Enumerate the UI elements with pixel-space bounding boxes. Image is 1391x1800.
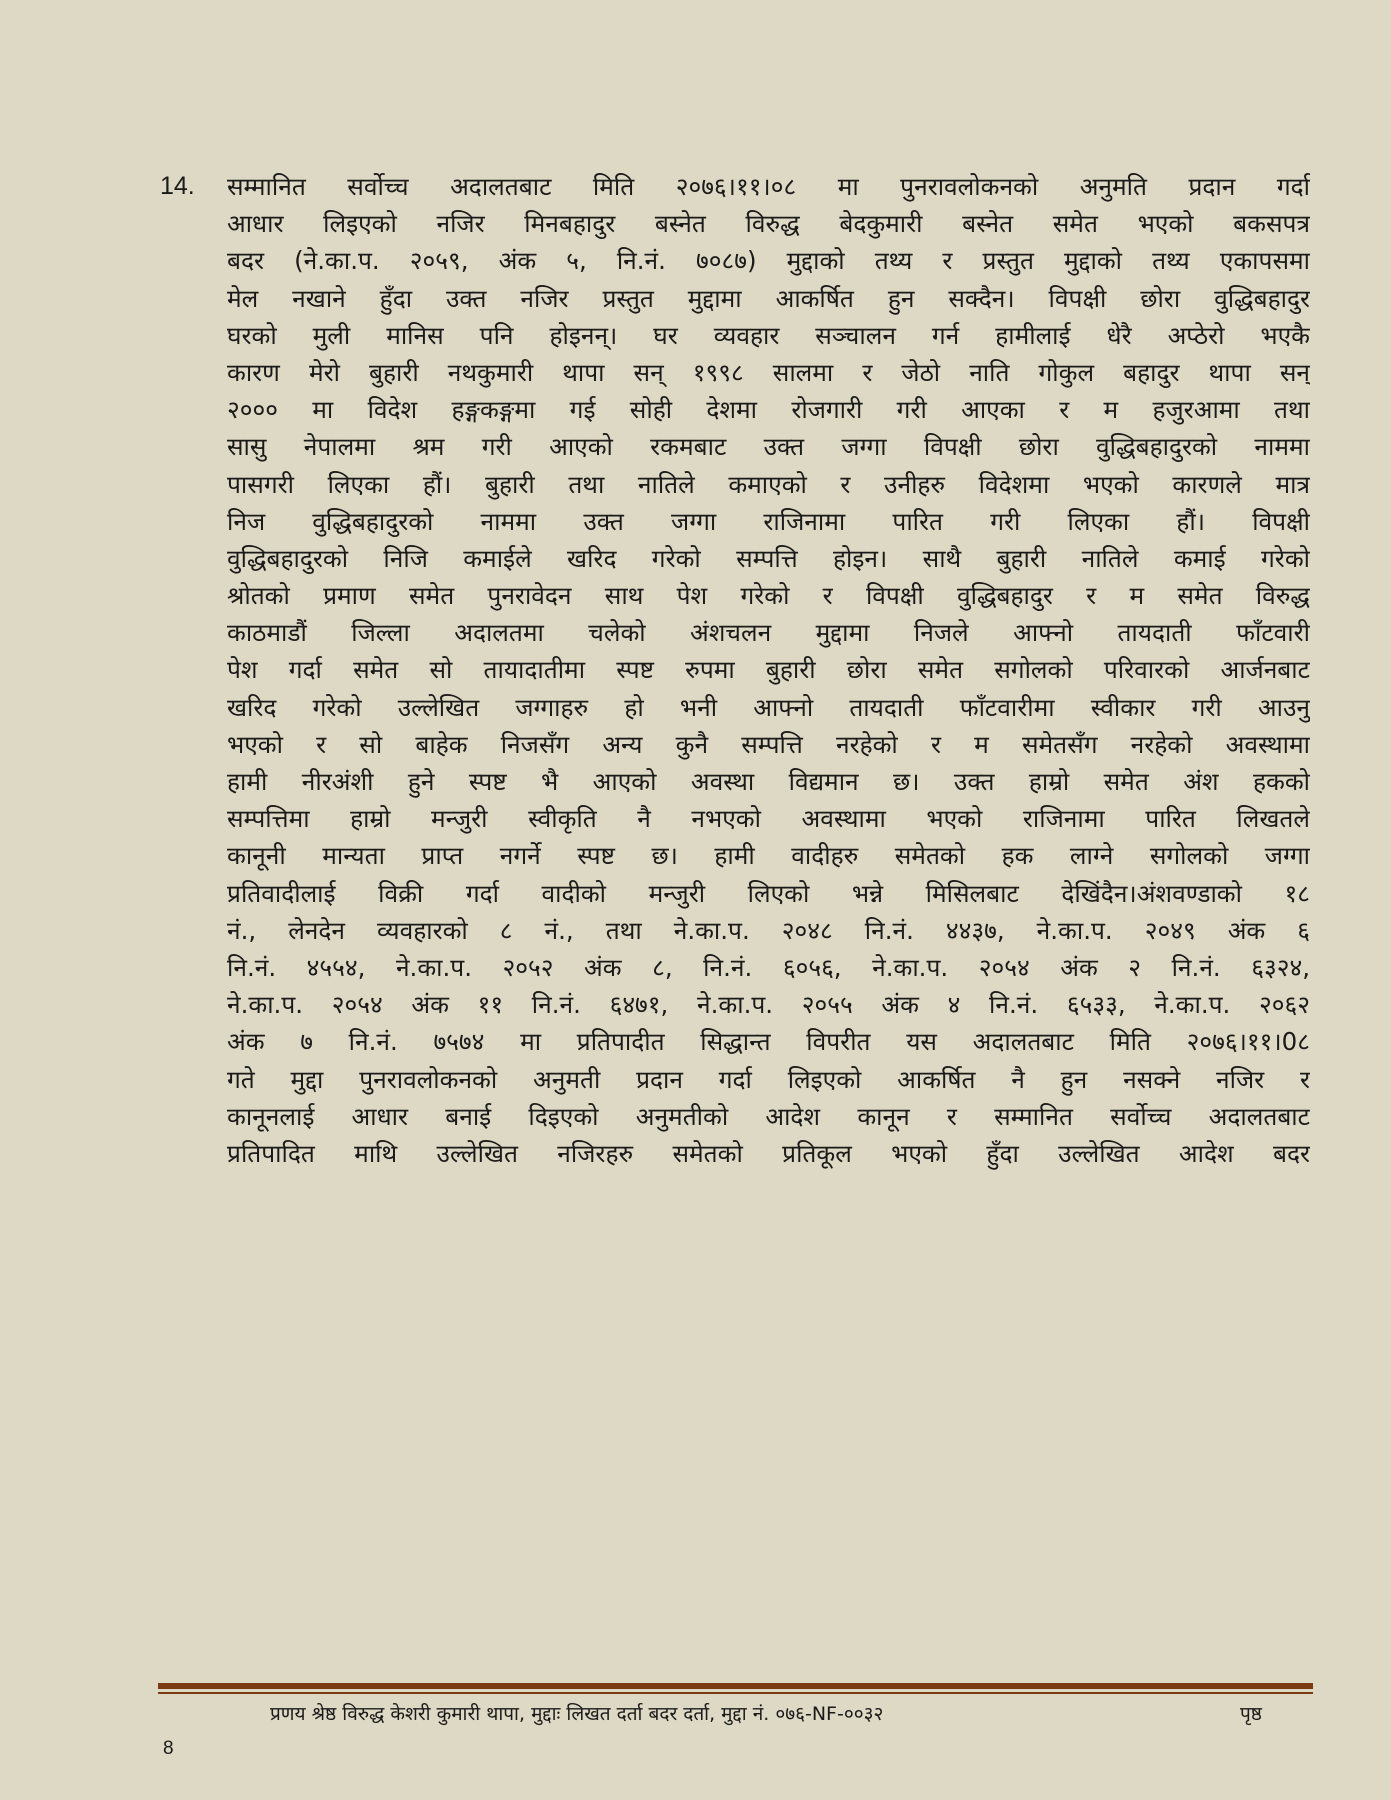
paragraph-line: कानूनलाई आधार बनाई दिइएको अनुमतीको आदेश कानून र सम्मानित सर्वोच्च अदालतबाट bbox=[227, 1101, 1310, 1131]
paragraph-line: सम्पत्तिमा हाम्रो मन्जुरी स्वीकृति नै नभएको अवस्थामा भएको राजिनामा पारित लिखतले bbox=[227, 804, 1310, 834]
paragraph-line: सासु नेपालमा श्रम गरी आएको रकमबाट उक्त जग्गा विपक्षी छोरा वुद्धिबहादुरको नाममा bbox=[227, 432, 1310, 462]
paragraph-line: गते मुद्दा पुनरावलोकनको अनुमती प्रदान गर्दा लिइएको आकर्षित नै हुन नसक्ने नजिर र bbox=[227, 1064, 1310, 1094]
paragraph-line: सम्मानित सर्वोच्च अदालतबाट मिति २०७६।११।०८ मा पुनरावलोकनको अनुमति प्रदान गर्दा bbox=[227, 172, 1310, 201]
paragraph-line: श्रोतको प्रमाण समेत पुनरावेदन साथ पेश गरेको र विपक्षी वुद्धिबहादुर र म समेत विरुद्ध bbox=[227, 581, 1310, 611]
paragraph-line: कारण मेरो बुहारी नथकुमारी थापा सन् १९९८ सालमा र जेठो नाति गोकुल बहादुर थापा सन् bbox=[227, 357, 1310, 387]
paragraph-line: प्रतिपादित माथि उल्लेखित नजिरहरु समेतको प्रतिकूल भएको हुँदा उल्लेखित आदेश बदर bbox=[227, 1138, 1310, 1168]
paragraph-line: वुद्धिबहादुरको निजि कमाईले खरिद गरेको सम्पत्ति होइन। साथै बुहारी नातिले कमाई गरेको bbox=[227, 543, 1310, 573]
paragraph-line: कानूनी मान्यता प्राप्त नगर्ने स्पष्ट छ। हामी वादीहरु समेतको हक लाग्ने सगोलको जग्गा bbox=[227, 841, 1310, 871]
paragraph-line: प्रतिवादीलाई विक्री गर्दा वादीको मन्जुरी लिएको भन्ने मिसिलबाट देखिंदैन।अंशवण्डाको १८ bbox=[227, 878, 1310, 908]
footer-page-label: पृष्ठ bbox=[1240, 1703, 1262, 1725]
paragraph-line: आधार लिइएको नजिर मिनबहादुर बस्नेत विरुद्ध बेदकुमारी बस्नेत समेत भएको बकसपत्र bbox=[227, 209, 1310, 239]
paragraph-line: नि.नं. ४५५४, ने.का.प. २०५२ अंक ८, नि.नं. ६०५६, ने.का.प. २०५४ अंक २ नि.नं. ६३२४, bbox=[227, 952, 1310, 982]
paragraph-line: पासगरी लिएका हौं। बुहारी तथा नातिले कमाएको र उनीहरु विदेशमा भएको कारणले मात्र bbox=[227, 469, 1310, 499]
paragraph-number: 14. bbox=[160, 172, 195, 200]
paragraph-line: २००० मा विदेश हङ्गकङ्गमा गई सोही देशमा रोजगारी गरी आएका र म हजुरआमा तथा bbox=[227, 395, 1310, 425]
paragraph-line: ने.का.प. २०५४ अंक ११ नि.नं. ६४७१, ने.का.प. २०५५ अंक ४ नि.नं. ६५३३, ने.का.प. २०६२ bbox=[227, 990, 1310, 1020]
paragraph-line: निज वुद्धिबहादुरको नाममा उक्त जग्गा राजिनामा पारित गरी लिएका हौं। विपक्षी bbox=[227, 506, 1310, 536]
paragraph-line: मेल नखाने हुँदा उक्त नजिर प्रस्तुत मुद्दामा आकर्षित हुन सक्दैन। विपक्षी छोरा वुद्धिबहादुर bbox=[227, 283, 1310, 313]
paragraph-line: घरको मुली मानिस पनि होइनन्। घर व्यवहार सञ्चालन गर्न हामीलाई धेरै अप्ठेरो भएकै bbox=[227, 320, 1310, 350]
footer-case-reference: प्रणय श्रेष्ठ विरुद्ध केशरी कुमारी थापा, मुद्दाः लिखत दर्ता बदर दर्ता, मुद्दा नं. ०७६-NF-००३२ bbox=[270, 1703, 884, 1725]
paragraph-line: काठमाडौं जिल्ला अदालतमा चलेको अंशचलन मुद्दामा निजले आफ्नो तायदाती फाँटवारी bbox=[227, 618, 1310, 648]
paragraph-body bbox=[227, 168, 1310, 1172]
paragraph-line: पेश गर्दा समेत सो तायादातीमा स्पष्ट रुपमा बुहारी छोरा समेत सगोलको परिवारको आर्जनबाट bbox=[227, 655, 1310, 685]
page-number: 8 bbox=[163, 1738, 174, 1759]
paragraph-line: बदर (ने.का.प. २०५९, अंक ५, नि.नं. ७०८७) मुद्दाको तथ्य र प्रस्तुत मुद्दाको तथ्य एकापसमा bbox=[227, 246, 1310, 276]
footer-rule-thick bbox=[158, 1683, 1313, 1689]
paragraph-line: नं., लेनदेन व्यवहारको ८ नं., तथा ने.का.प. २०४८ नि.नं. ४४३७, ने.का.प. २०४९ अंक ६ bbox=[227, 915, 1310, 945]
paragraph-line: अंक ७ नि.नं. ७५७४ मा प्रतिपादीत सिद्धान्त विपरीत यस अदालतबाट मिति २०७६।११।0८ bbox=[227, 1027, 1310, 1057]
paragraph-line: खरिद गरेको उल्लेखित जग्गाहरु हो भनी आफ्नो तायदाती फाँटवारीमा स्वीकार गरी आउनु bbox=[227, 692, 1310, 722]
paragraph-line: भएको र सो बाहेक निजसँग अन्य कुनै सम्पत्ति नरहेको र म समेतसँग नरहेको अवस्थामा bbox=[227, 729, 1310, 759]
paragraph-line: हामी नीरअंशी हुने स्पष्ट भै आएको अवस्था विद्यमान छ। उक्त हाम्रो समेत अंश हकको bbox=[227, 767, 1310, 796]
footer-rule-thin bbox=[158, 1692, 1313, 1694]
